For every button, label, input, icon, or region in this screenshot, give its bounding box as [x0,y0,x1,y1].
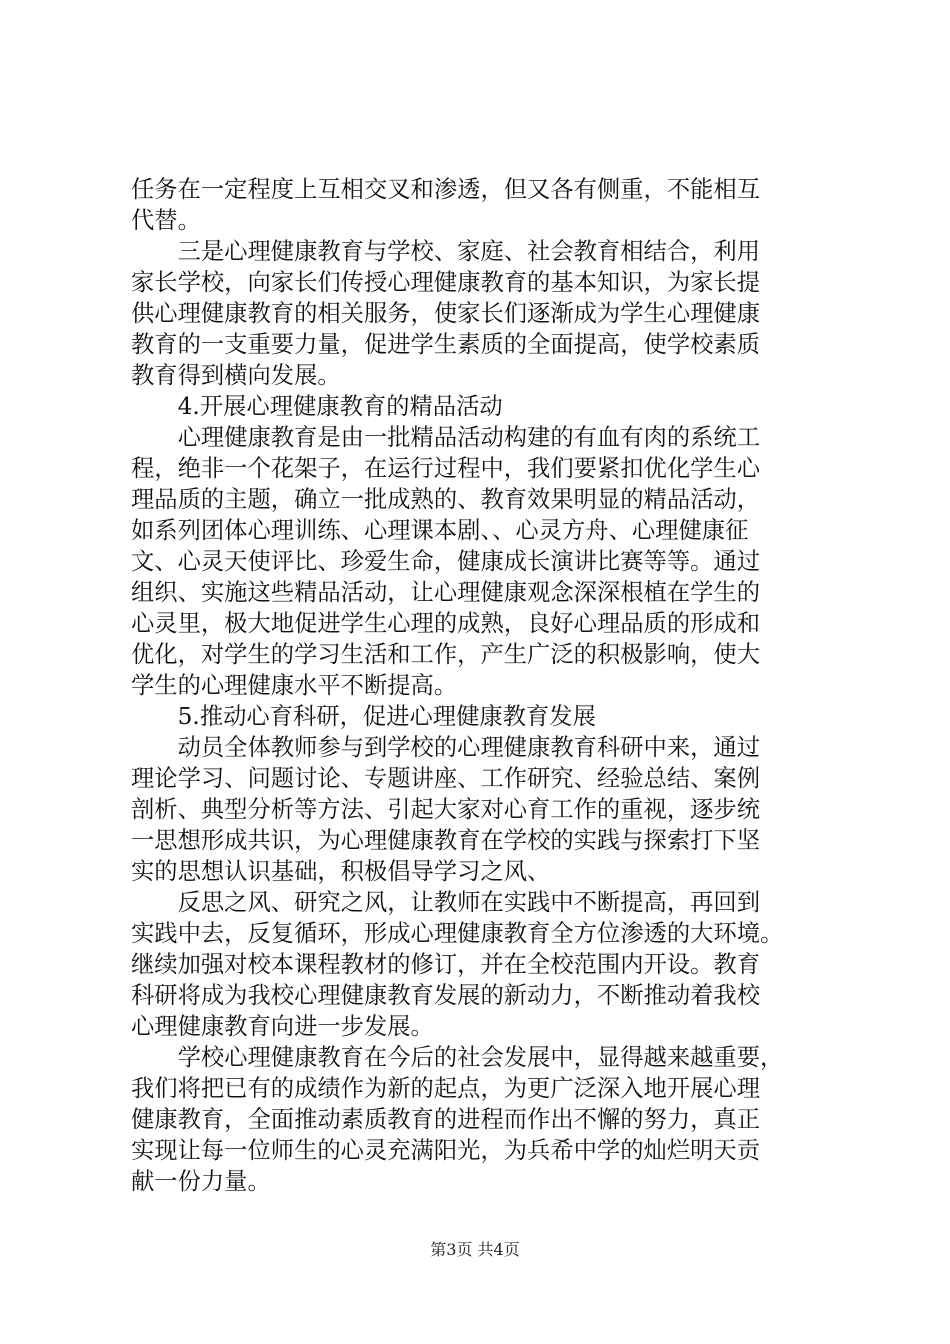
text-line: 心灵里，极大地促进学生心理的成熟，良好心理品质的形成和 [131,610,761,637]
text-line: 实的思想认识基础，积极倡导学习之风、 [131,858,551,885]
text-line: 理论学习、问题讨论、专题讲座、工作研究、经验总结、案例 [131,765,761,792]
text-line: 如系列团体心理训练、心理课本剧、、心灵方舟、心理健康征 [131,517,749,544]
text-line: 家长学校，向家长们传授心理健康教育的基本知识，为家长提 [131,269,761,296]
text-line: 学生的心理健康水平不断提高。 [131,672,458,699]
text-line: 献一份力量。 [131,1168,271,1195]
text-line: 继续加强对校本课程教材的修订，并在全校范围内开设。教育 [131,951,761,978]
text-line: 理品质的主题，确立一批成熟的、教育效果明显的精品活动， [131,486,761,513]
text-line: 科研将成为我校心理健康教育发展的新动力，不断推动着我校 [131,982,761,1009]
text-line: 教育的一支重要力量，促进学生素质的全面提高，使学校素质 [131,331,761,358]
text-line: 任务在一定程度上互相交叉和渗透，但又各有侧重，不能相互 [131,176,761,203]
text-line: 学校心理健康教育在今后的社会发展中，显得越来越重要， [131,1044,784,1071]
text-line: 我们将把已有的成绩作为新的起点，为更广泛深入地开展心理 [131,1075,761,1102]
text-line: 心理健康教育向进一步发展。 [131,1013,434,1040]
page-number-footer: 第3页 共4页 [430,1240,520,1259]
text-line: 组织、实施这些精品活动，让心理健康观念深深根植在学生的 [131,579,761,606]
text-line: 实现让每一位师生的心灵充满阳光，为兵希中学的灿烂明天贡 [131,1137,761,1164]
text-line: 反思之风、研究之风，让教师在实践中不断提高，再回到 [131,889,761,916]
text-line: 文、心灵天使评比、珍爱生命，健康成长演讲比赛等等。通过 [131,548,761,575]
text-line: 动员全体教师参与到学校的心理健康教育科研中来，通过 [131,734,761,761]
section-heading: 5.推动心育科研，促进心理健康教育发展 [131,703,596,730]
text-line: 代替。 [131,207,201,234]
text-line: 健康教育，全面推动素质教育的进程而作出不懈的努力，真正 [131,1106,761,1133]
text-line: 教育得到横向发展。 [131,362,341,389]
body-text [131,174,831,1197]
text-line: 剖析、典型分析等方法、引起大家对心育工作的重视，逐步统 [131,796,761,823]
text-line: 程，绝非一个花架子，在运行过程中，我们要紧扣优化学生心 [131,455,761,482]
section-heading: 4.开展心理健康教育的精品活动 [131,393,503,420]
text-line: 供心理健康教育的相关服务，使家长们逐渐成为学生心理健康 [131,300,761,327]
text-line: 三是心理健康教育与学校、家庭、社会教育相结合，利用 [131,238,761,265]
text-line: 优化，对学生的学习生活和工作，产生广泛的积极影响，使大 [131,641,761,668]
text-line: 实践中去，反复循环，形成心理健康教育全方位渗透的大环境。 [131,920,784,947]
text-line: 一思想形成共识，为心理健康教育在学校的实践与探索打下坚 [131,827,761,854]
text-line: 心理健康教育是由一批精品活动构建的有血有肉的系统工 [131,424,761,451]
